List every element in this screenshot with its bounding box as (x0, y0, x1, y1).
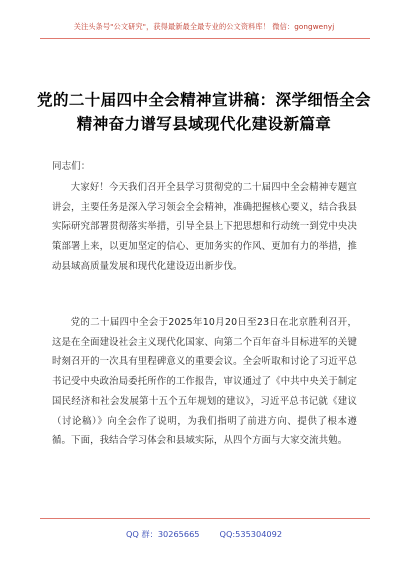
salutation: 同志们： (52, 161, 91, 172)
paragraph-1: 大家好！今天我们召开全县学习贯彻党的二十届四中全会精神专题宣讲会，主要任务是深入学习领会全会精神，准确把握核心要义，结合我县实际研究部署贯彻落实举措，引导全县上下把思想和行动统一到党中央决策部署上来，以更加坚定的信心、更加务实的作风、更加有力的举措，推动县域高质量发展和现代化建设迈出新步伐。 (52, 182, 357, 272)
document-title: 党的二十届四中全会精神宣讲稿：深学细悟全会精神奋力谱写县域现代化建设新篇章 (37, 90, 371, 133)
footer (0, 529, 408, 540)
header-banner: 关注头条号"公文研究"，获得最新最全最专业的公文资料库！ 微信：gongwenyj (73, 22, 335, 31)
footer-qq-number: QQ:535304092 (219, 529, 283, 539)
footer-qq-group: QQ 群：30265665 (125, 529, 200, 539)
footer-divider (40, 518, 370, 519)
paragraph-2: 党的二十届四中全会于2025年10月20日至23日在北京胜利召开，这是在全面建设社会主义现代化国家、向第二个百年奋斗目标进军的关键时刻召开的一次具有里程碑意义的重要会议。全会听取和讨论了习近平总书记受中央政治局委托所作的工作报告，审议通过了《中共中央关于制定国民经济和社会发展第十五个五年规划的建议》，习近平总书记就《建议（讨论稿）》向全会作了说明，为我们指明了前进方向、提供了根本遵循。下面，我结合学习体会和县域实际，从四个方面与大家交流共勉。 (52, 317, 357, 447)
header-divider (40, 38, 370, 39)
